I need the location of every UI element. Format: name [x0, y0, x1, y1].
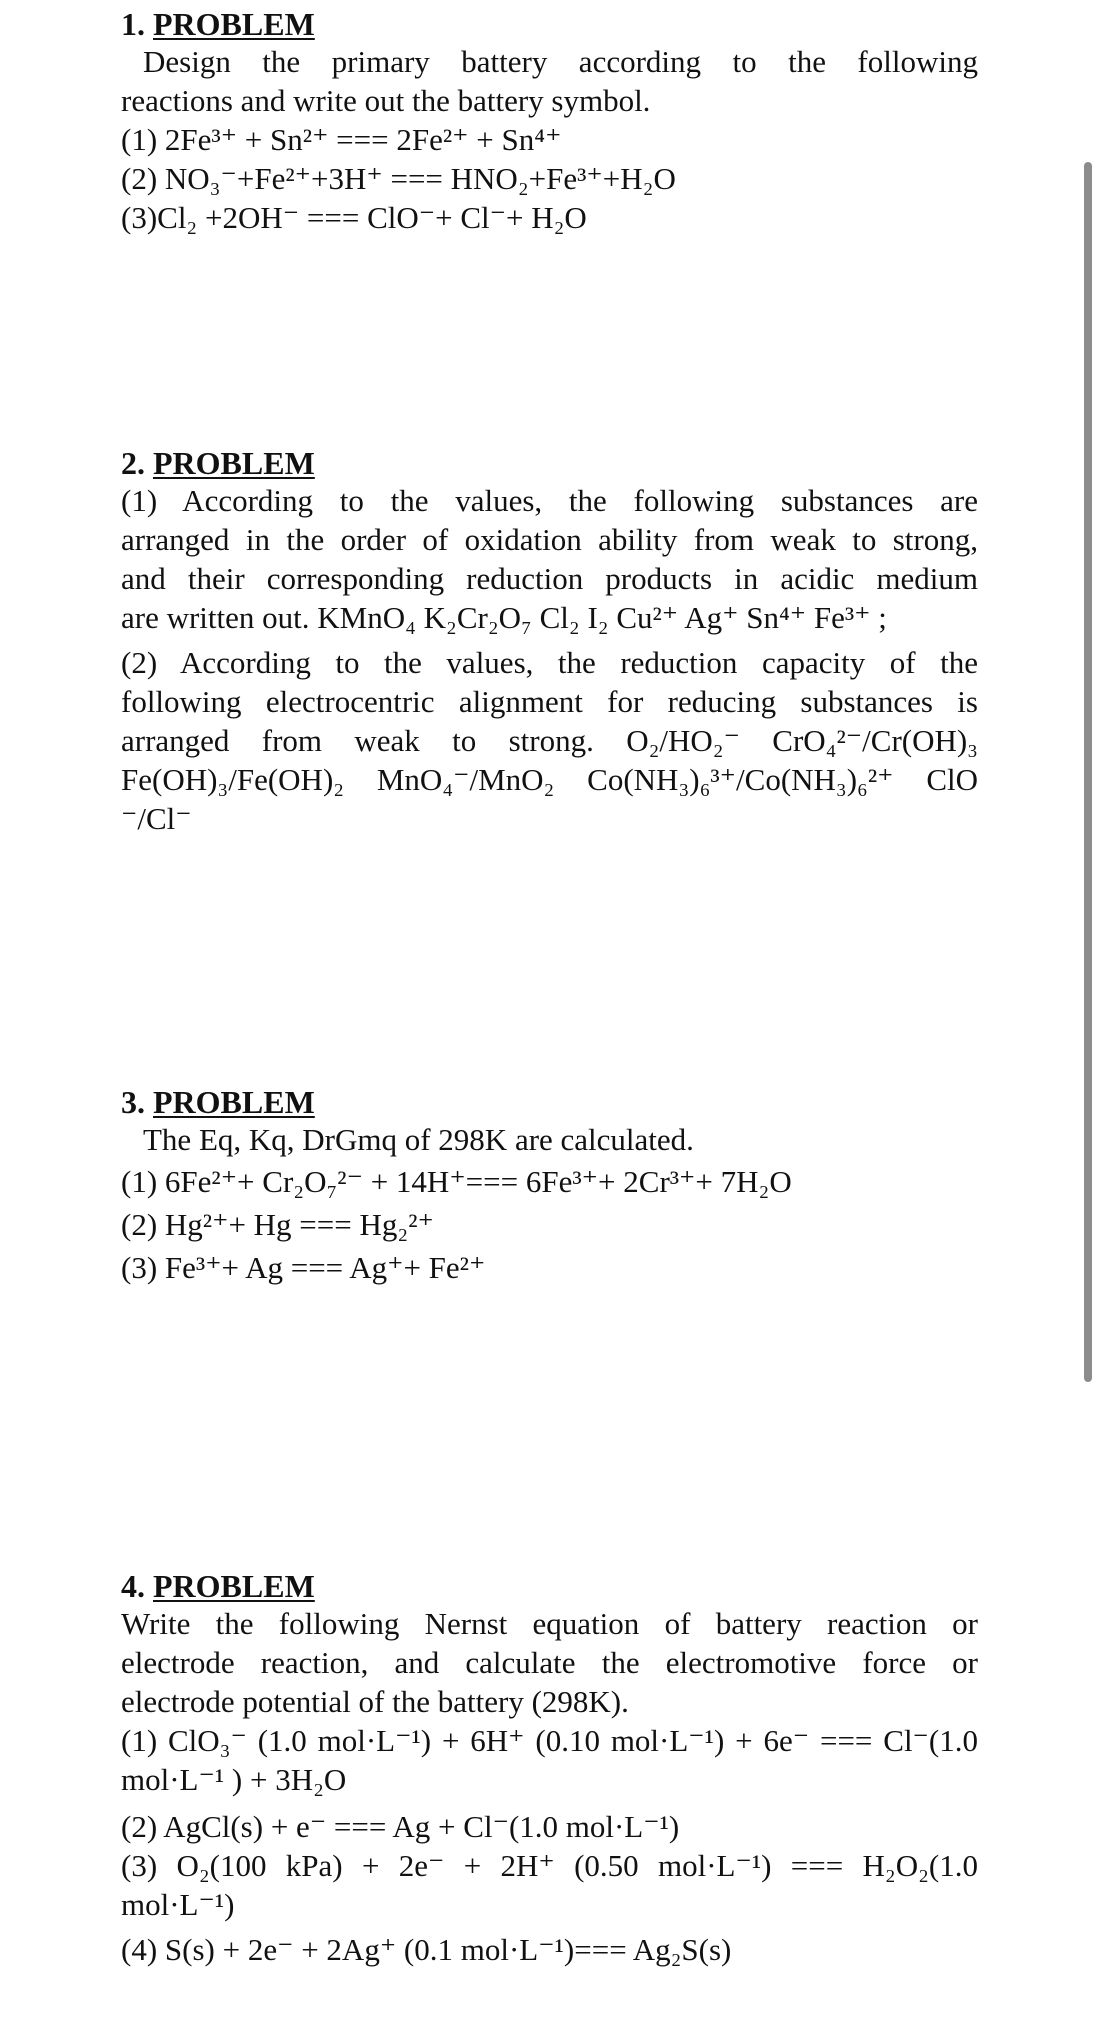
problem-1-reaction-3: (3)Cl₂ +2OH⁻ === ClO⁻+ Cl⁻+ H₂O	[121, 200, 587, 235]
problem-2	[121, 445, 978, 838]
problem-2-part-2-line-3: arranged from weak to strong. O₂/HO₂⁻ CrO₄²⁻/Cr(OH)₃	[121, 723, 978, 758]
problem-3-reaction-3: (3) Fe³⁺+ Ag === Ag⁺+ Fe²⁺	[121, 1250, 486, 1285]
problem-3	[121, 1084, 978, 1287]
problem-3-number: 3.	[121, 1084, 145, 1120]
problem-3-label: PROBLEM	[153, 1084, 315, 1120]
problem-4-question-3-line-2: mol·L⁻¹)	[121, 1887, 235, 1922]
problem-4-question-1-line-1: (1) ClO₃⁻ (1.0 mol·L⁻¹) + 6H⁺ (0.10 mol·L⁻¹) + 6e⁻ === Cl⁻(1.0	[121, 1723, 978, 1758]
problem-4-intro-line-1: Write the following Nernst equation of battery reaction or	[121, 1606, 978, 1641]
problem-1-number: 1.	[121, 6, 145, 42]
problem-2-part-1-line-4: are written out. KMnO₄ K₂Cr₂O₇ Cl₂ I₂ Cu²⁺ Ag⁺ Sn⁴⁺ Fe³⁺ ;	[121, 600, 887, 635]
problem-2-part-2-line-1: (2) According to the values, the reduction capacity of the	[121, 645, 978, 680]
problem-4-title	[121, 1568, 978, 1604]
problem-3-intro: The Eq, Kq, DrGmq of 298K are calculated.	[143, 1122, 694, 1157]
problem-1-intro-line-1: Design the primary battery according to the following	[143, 44, 978, 79]
problem-1-title	[121, 6, 978, 42]
problem-1	[121, 6, 978, 237]
problem-2-part-2-line-4: Fe(OH)₃/Fe(OH)₂ MnO₄⁻/MnO₂ Co(NH₃)₆³⁺/Co(NH₃)₆²⁺ ClO	[121, 762, 978, 797]
problem-3-title	[121, 1084, 978, 1120]
problem-2-part-2-line-5: ⁻/Cl⁻	[121, 801, 192, 836]
problem-1-intro-line-2: reactions and write out the battery symbol.	[121, 83, 651, 118]
problem-2-label: PROBLEM	[153, 445, 315, 481]
problem-2-part-2-line-2: following electrocentric alignment for reducing substances is	[121, 684, 978, 719]
problem-1-reaction-2: (2) NO₃⁻+Fe²⁺+3H⁺ === HNO₂+Fe³⁺+H₂O	[121, 161, 676, 196]
problem-4-question-4: (4) S(s) + 2e⁻ + 2Ag⁺ (0.1 mol·L⁻¹)=== Ag₂S(s)	[121, 1932, 732, 1967]
problem-4-label: PROBLEM	[153, 1568, 315, 1604]
vertical-scrollbar[interactable]	[1084, 162, 1092, 1382]
problem-4-number: 4.	[121, 1568, 145, 1604]
problem-2-number: 2.	[121, 445, 145, 481]
problem-2-part-1-line-1: (1) According to the values, the following substances are	[121, 483, 978, 518]
problem-3-reaction-1: (1) 6Fe²⁺+ Cr₂O₇²⁻ + 14H⁺=== 6Fe³⁺+ 2Cr³⁺+ 7H₂O	[121, 1164, 792, 1199]
problem-1-reaction-1: (1) 2Fe³⁺ + Sn²⁺ === 2Fe²⁺ + Sn⁴⁺	[121, 122, 562, 157]
problem-4-question-2: (2) AgCl(s) + e⁻ === Ag + Cl⁻(1.0 mol·L⁻¹)	[121, 1809, 680, 1844]
problem-2-part-1-line-3: and their corresponding reduction products in acidic medium	[121, 561, 978, 596]
problem-4-question-3-line-1: (3) O₂(100 kPa) + 2e⁻ + 2H⁺ (0.50 mol·L⁻¹) === H₂O₂(1.0	[121, 1848, 978, 1883]
problem-3-reaction-2: (2) Hg²⁺+ Hg === Hg₂²⁺	[121, 1207, 434, 1242]
problem-2-part-1-line-2: arranged in the order of oxidation ability from weak to strong,	[121, 522, 978, 557]
problem-4-intro-line-2: electrode reaction, and calculate the electromotive force or	[121, 1645, 978, 1680]
problem-2-title	[121, 445, 978, 481]
problem-4-intro-line-3: electrode potential of the battery (298K).	[121, 1684, 629, 1719]
problem-4	[121, 1568, 978, 1969]
problem-4-question-1-line-2: mol·L⁻¹ ) + 3H₂O	[121, 1762, 347, 1797]
problem-1-label: PROBLEM	[153, 6, 315, 42]
